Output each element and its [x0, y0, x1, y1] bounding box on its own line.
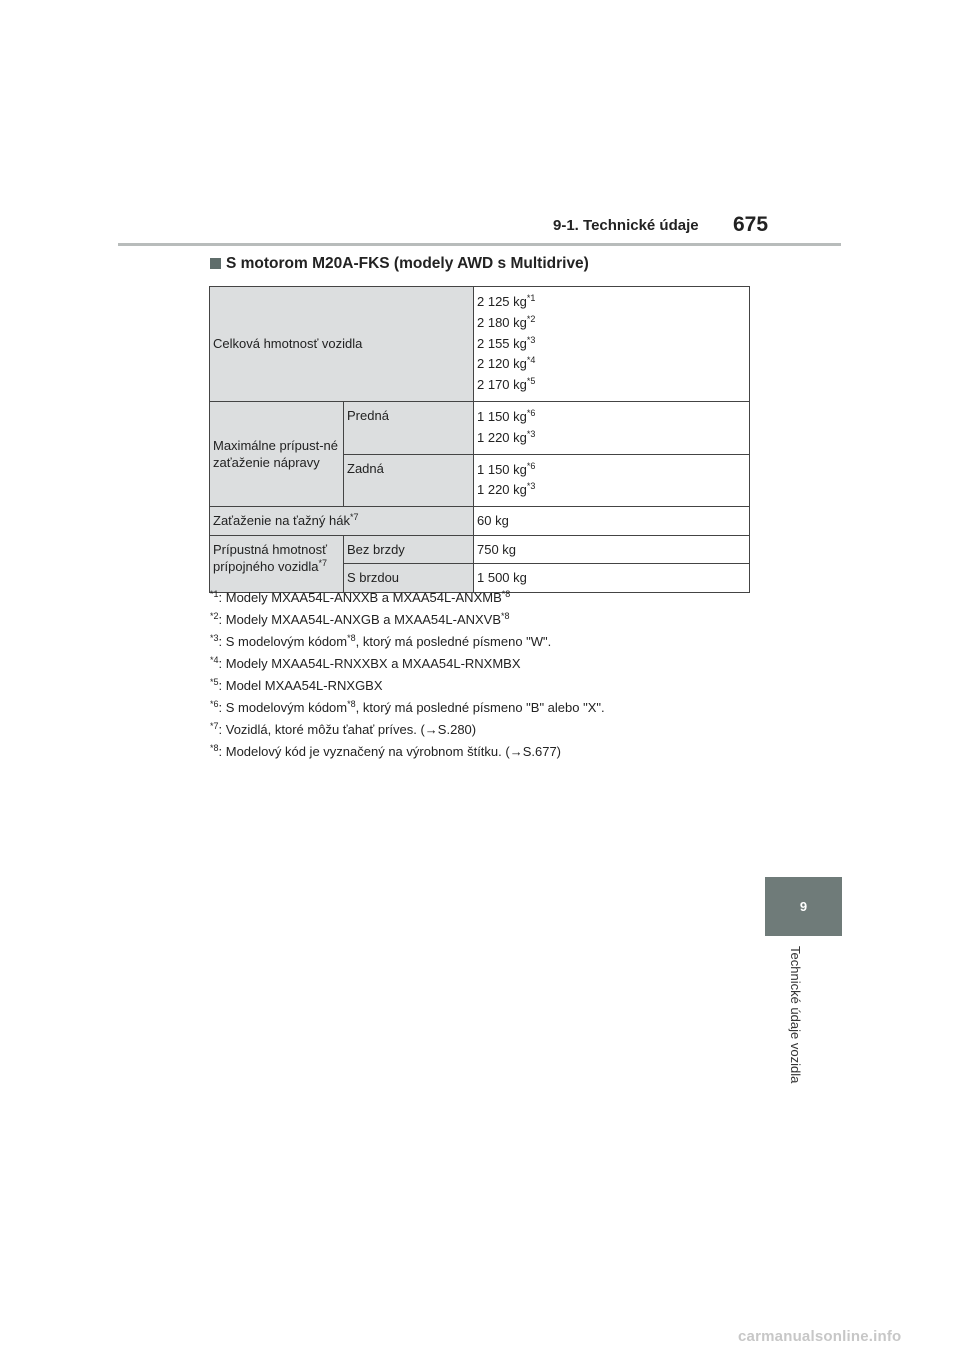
value-line: [477, 375, 746, 396]
value-line: [477, 428, 746, 449]
value-line: [477, 480, 746, 501]
footnote-mark: *8: [210, 743, 219, 753]
table-row: [210, 401, 750, 454]
watermark: carmanualsonline.info: [738, 1328, 902, 1345]
value-text: 1 220 kg: [477, 429, 527, 445]
braked-label: S brzdou: [344, 564, 474, 593]
hitch-load-label-text: Zaťaženie na ťažný hák: [213, 513, 350, 529]
rear-axle-label: Zadná: [344, 454, 474, 507]
value-text: 2 155 kg: [477, 335, 527, 351]
footnote-mark: *7: [210, 721, 219, 731]
footnote-mark: *3: [526, 481, 536, 492]
value-text: 1 220 kg: [477, 482, 527, 498]
footnote-text: : Modely MXAA54L-ANXXB a MXAA54L-ANXMB: [218, 590, 502, 605]
footnote-mark: *2: [210, 611, 219, 621]
footnote-mark: *3: [526, 334, 536, 345]
table-row: [210, 507, 750, 536]
value-text: 2 125 kg: [477, 294, 527, 309]
header-section-title: 9-1. Technické údaje: [553, 217, 699, 234]
unbraked-label: Bez brzdy: [344, 535, 474, 564]
footnote-mark: *3: [210, 633, 219, 643]
value-line: [477, 354, 746, 375]
value-text: 2 120 kg: [477, 356, 527, 372]
footnote-item: [210, 673, 605, 695]
total-mass-label: Celková hmotnosť vozidla: [210, 287, 474, 402]
trailer-mass-label: [210, 535, 344, 592]
total-mass-values: [474, 287, 750, 402]
footnote-item: [210, 739, 605, 761]
footnote-text-rest: , ktorý má posledné písmeno "B" alebo "X".: [355, 700, 605, 715]
footnote-ref-mark: *8: [501, 589, 511, 599]
footnote-item: [210, 651, 605, 673]
footnote-item: [210, 695, 605, 717]
unbraked-value: 750 kg: [474, 535, 750, 564]
value-line: [477, 292, 746, 313]
value-text: 2 180 kg: [477, 314, 527, 330]
footnote-ref-mark: *8: [347, 633, 356, 643]
section-heading: [210, 255, 589, 273]
front-axle-label: Predná: [344, 401, 474, 454]
chapter-label: [764, 946, 824, 1116]
value-line: [477, 407, 746, 428]
footnote-ref-mark: *8: [347, 699, 356, 709]
axle-load-label: Maximálne prípust-né zaťaženie nápravy: [210, 401, 344, 506]
footnote-text: : Modely MXAA54L-RNXXBX a MXAA54L-RNXMBX: [218, 656, 521, 671]
footnote-text-rest: , ktorý má posledné písmeno "W".: [355, 634, 552, 649]
footnote-text: : Modely MXAA54L-ANXGB a MXAA54L-ANXVB: [218, 612, 502, 627]
footnote-item: [210, 717, 605, 739]
hitch-load-label: [210, 507, 474, 536]
footnote-mark: *3: [526, 428, 536, 439]
page-number: 675: [733, 213, 769, 236]
value-text: 2 170 kg: [477, 377, 527, 393]
footnote-text: : Model MXAA54L-RNXGBX: [218, 678, 383, 693]
footnote-mark: *6: [210, 699, 219, 709]
front-axle-values: [474, 401, 750, 454]
footnote-mark: *4: [526, 355, 536, 366]
trailer-mass-label-text: Prípustná hmotnosť prípojného vozidla: [213, 541, 327, 575]
footnote-item: [210, 585, 605, 607]
footnote-mark: *6: [526, 407, 536, 418]
value-line: [477, 334, 746, 355]
footnote-mark: *1: [210, 589, 219, 599]
header-divider: [118, 243, 841, 246]
table-row: [210, 287, 750, 402]
footnote-text: : Modelový kód je vyznačený na výrobnom štítku. (→S.677): [218, 744, 562, 759]
trailer-mass-footnote-mark: *7: [318, 558, 328, 569]
square-bullet-icon: [210, 258, 221, 269]
value-line: [477, 460, 746, 481]
section-heading-text: S motorom M20A-FKS (modely AWD s Multidrive): [226, 255, 589, 272]
footnote-mark: *5: [526, 376, 536, 387]
chapter-tab: 9: [765, 877, 842, 936]
value-text: 1 150 kg: [477, 408, 527, 424]
hitch-load-value: 60 kg: [474, 507, 750, 536]
footnote-mark: *6: [526, 460, 536, 471]
braked-value: 1 500 kg: [474, 564, 750, 593]
footnote-text: : S modelovým kódom: [218, 700, 348, 715]
footnote-text: : S modelovým kódom: [218, 634, 348, 649]
footnote-text: : Vozidlá, ktoré môžu ťahať príves. (→S.280): [218, 722, 477, 737]
hitch-load-footnote-mark: *7: [349, 512, 359, 523]
footnote-mark: *1: [526, 293, 536, 303]
rear-axle-values: [474, 454, 750, 507]
table-row: [210, 535, 750, 564]
footnotes: [210, 585, 605, 761]
value-line: [477, 313, 746, 334]
value-text: 1 150 kg: [477, 461, 527, 477]
chapter-label-text: Technické údaje vozidla: [788, 946, 803, 1084]
footnote-item: [210, 607, 605, 629]
footnote-mark: *5: [210, 677, 219, 687]
footnote-item: [210, 629, 605, 651]
footnote-mark: *4: [210, 655, 219, 665]
footnote-ref-mark: *8: [501, 611, 510, 621]
specs-table: [209, 286, 750, 593]
footnote-mark: *2: [526, 313, 536, 324]
